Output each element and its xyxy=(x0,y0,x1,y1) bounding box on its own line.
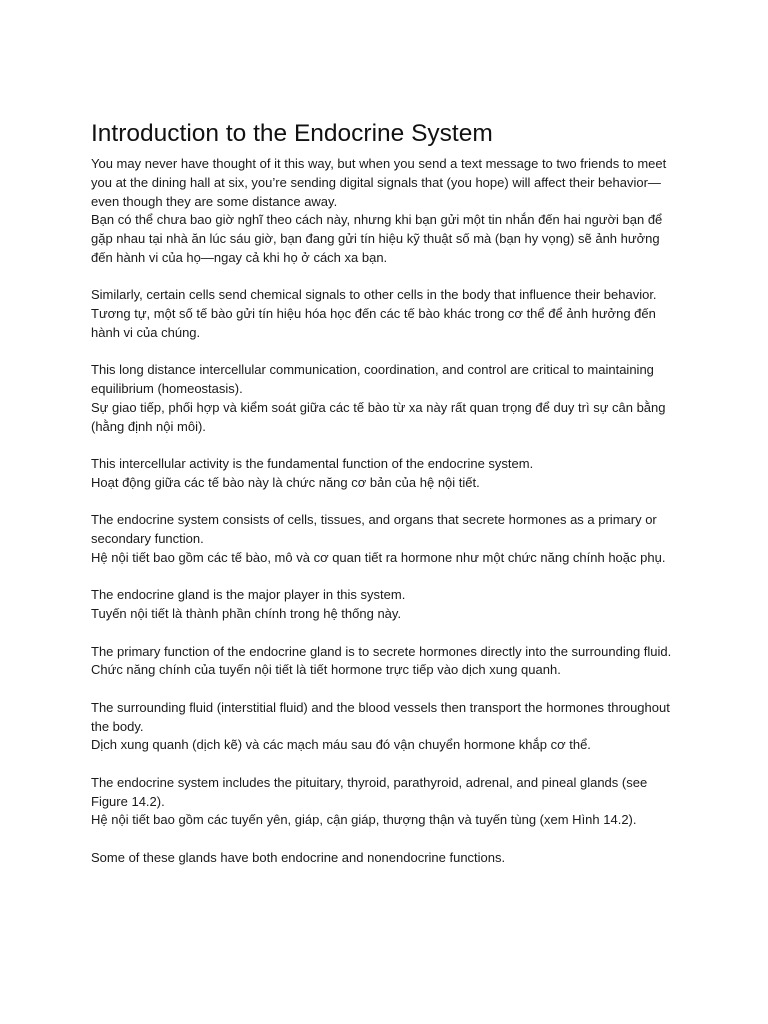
paragraph-3 xyxy=(91,361,681,436)
paragraph-6-vietnamese: Tuyến nội tiết là thành phần chính trong hệ thống này. xyxy=(91,606,402,621)
paragraph-1-vietnamese: Bạn có thể chưa bao giờ nghĩ theo cách này, nhưng khi bạn gửi một tin nhắn đến hai người bạn để gặp nhau tại nhà ăn lúc sáu giờ, bạn đang gửi tín hiệu kỹ thuật số mà (bạn hy vọng) sẽ ảnh hưởng đến hành vi của họ—ngay cả khi họ ở cách xa bạn. xyxy=(91,212,663,265)
paragraph-2-vietnamese: Tương tự, một số tế bào gửi tín hiệu hóa học đến các tế bào khác trong cơ thể để ảnh hưởng đến hành vi của chúng. xyxy=(91,306,656,340)
paragraph-1-english: You may never have thought of it this way, but when you send a text message to two friends to meet you at the dining hall at six, you’re sending digital signals that (you hope) will affect their behavior—even though they are some distance away. xyxy=(91,156,667,209)
paragraph-5-vietnamese: Hệ nội tiết bao gồm các tế bào, mô và cơ quan tiết ra hormone như một chức năng chính hoặc phụ. xyxy=(91,549,666,565)
paragraph-7-english: The primary function of the endocrine gland is to secrete hormones directly into the surrounding fluid. xyxy=(91,643,672,659)
paragraph-3-english: This long distance intercellular communication, coordination, and control are critical to maintaining equilibrium (homeostasis). xyxy=(91,362,654,396)
paragraph-9 xyxy=(91,774,681,830)
paragraph-1 xyxy=(91,155,681,268)
paragraph-9-english: The endocrine system includes the pituitary, thyroid, parathyroid, adrenal, and pineal glands (see Figure 14.2). xyxy=(91,774,648,809)
paragraph-7 xyxy=(91,643,681,681)
paragraph-3-vietnamese: Sự giao tiếp, phối hợp và kiểm soát giữa các tế bào từ xa này rất quan trọng để duy trì sự cân bằng (hằng định nội môi). xyxy=(91,399,666,434)
paragraph-8 xyxy=(91,699,681,755)
paragraph-8-english: The surrounding fluid (interstitial fluid) and the blood vessels then transport the hormones throughout the body. xyxy=(91,699,670,734)
page-title: Introduction to the Endocrine System xyxy=(91,120,493,147)
paragraph-4-vietnamese: Hoạt động giữa các tế bào này là chức năng cơ bản của hệ nội tiết. xyxy=(91,474,480,490)
paragraph-4-english: This intercellular activity is the fundamental function of the endocrine system. xyxy=(91,456,534,471)
paragraph-4 xyxy=(91,455,681,493)
paragraph-6-english: The endocrine gland is the major player in this system. xyxy=(91,587,406,603)
paragraph-9-vietnamese: Hệ nội tiết bao gồm các tuyến yên, giáp, cận giáp, thượng thận và tuyến tùng (xem Hình 14.2). xyxy=(91,812,637,828)
document-body xyxy=(91,155,681,886)
paragraph-10 xyxy=(91,849,681,868)
paragraph-2-english: Similarly, certain cells send chemical signals to other cells in the body that influence their behavior. xyxy=(91,287,657,303)
paragraph-8-vietnamese: Dịch xung quanh (dịch kẽ) và các mạch máu sau đó vận chuyển hormone khắp cơ thể. xyxy=(91,737,591,753)
paragraph-6 xyxy=(91,586,681,624)
paragraph-5-english: The endocrine system consists of cells, tissues, and organs that secrete hormones as a primary or secondary function. xyxy=(91,512,657,546)
paragraph-10-english: Some of these glands have both endocrine and nonendocrine functions. xyxy=(91,849,506,865)
paragraph-7-vietnamese: Chức năng chính của tuyến nội tiết là tiết hormone trực tiếp vào dịch xung quanh. xyxy=(91,662,561,678)
paragraph-2 xyxy=(91,286,681,342)
paragraph-5 xyxy=(91,511,681,567)
